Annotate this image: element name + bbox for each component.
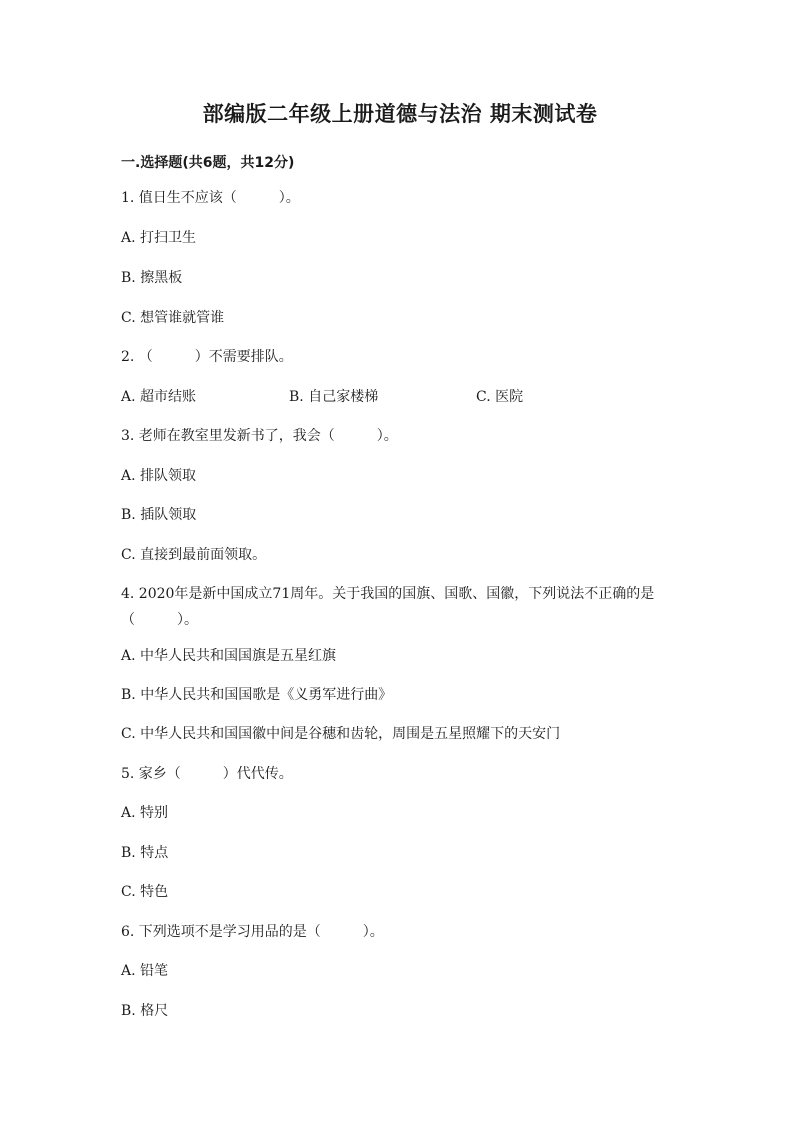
question-3-option-c: C. 直接到最前面领取。: [121, 547, 267, 563]
question-6-option-a: A. 铅笔: [121, 963, 169, 979]
question-4-option-b: B. 中华人民共和国国歌是《义勇军进行曲》: [121, 687, 393, 703]
question-4-option-a: A. 中华人民共和国国旗是五星红旗: [121, 648, 337, 664]
question-5-stem: 5. 家乡（ ）代代传。: [121, 766, 293, 782]
page-title: 部编版二年级上册道德与法治 期末测试卷: [202, 102, 598, 126]
question-5-option-c: C. 特色: [121, 884, 169, 900]
question-2-stem: 2. （ ）不需要排队。: [121, 349, 293, 365]
question-1-option-b: B. 擦黑板: [121, 270, 183, 286]
question-1-option-c: C. 想管谁就管谁: [121, 310, 225, 326]
question-5-option-a: A. 特别: [121, 805, 169, 821]
question-2-option-b: B. 自己家楼梯: [289, 389, 379, 405]
question-3-stem: 3. 老师在教室里发新书了，我会（ ）。: [121, 428, 398, 444]
question-3-option-b: B. 插队领取: [121, 507, 197, 523]
question-2-option-a: A. 超市结账: [121, 389, 197, 405]
question-4-option-c: C. 中华人民共和国国徽中间是谷穗和齿轮，周围是五星照耀下的天安门: [121, 726, 561, 742]
section-heading: 一.选择题(共6题，共12分): [121, 155, 295, 171]
question-3-option-a: A. 排队领取: [121, 468, 197, 484]
question-1-stem: 1. 值日生不应该（ ）。: [121, 190, 300, 206]
question-1-option-a: A. 打扫卫生: [121, 230, 197, 246]
question-6-option-b: B. 格尺: [121, 1003, 169, 1019]
question-2-option-c: C. 医院: [476, 389, 524, 405]
question-5-option-b: B. 特点: [121, 845, 169, 861]
question-6-stem: 6. 下列选项不是学习用品的是（ ）。: [121, 924, 384, 940]
question-4-stem: 4. 2020年是新中国成立71周年。关于我国的国旗、国歌、国徽，下列说法不正确的是（ ）。: [121, 586, 655, 628]
